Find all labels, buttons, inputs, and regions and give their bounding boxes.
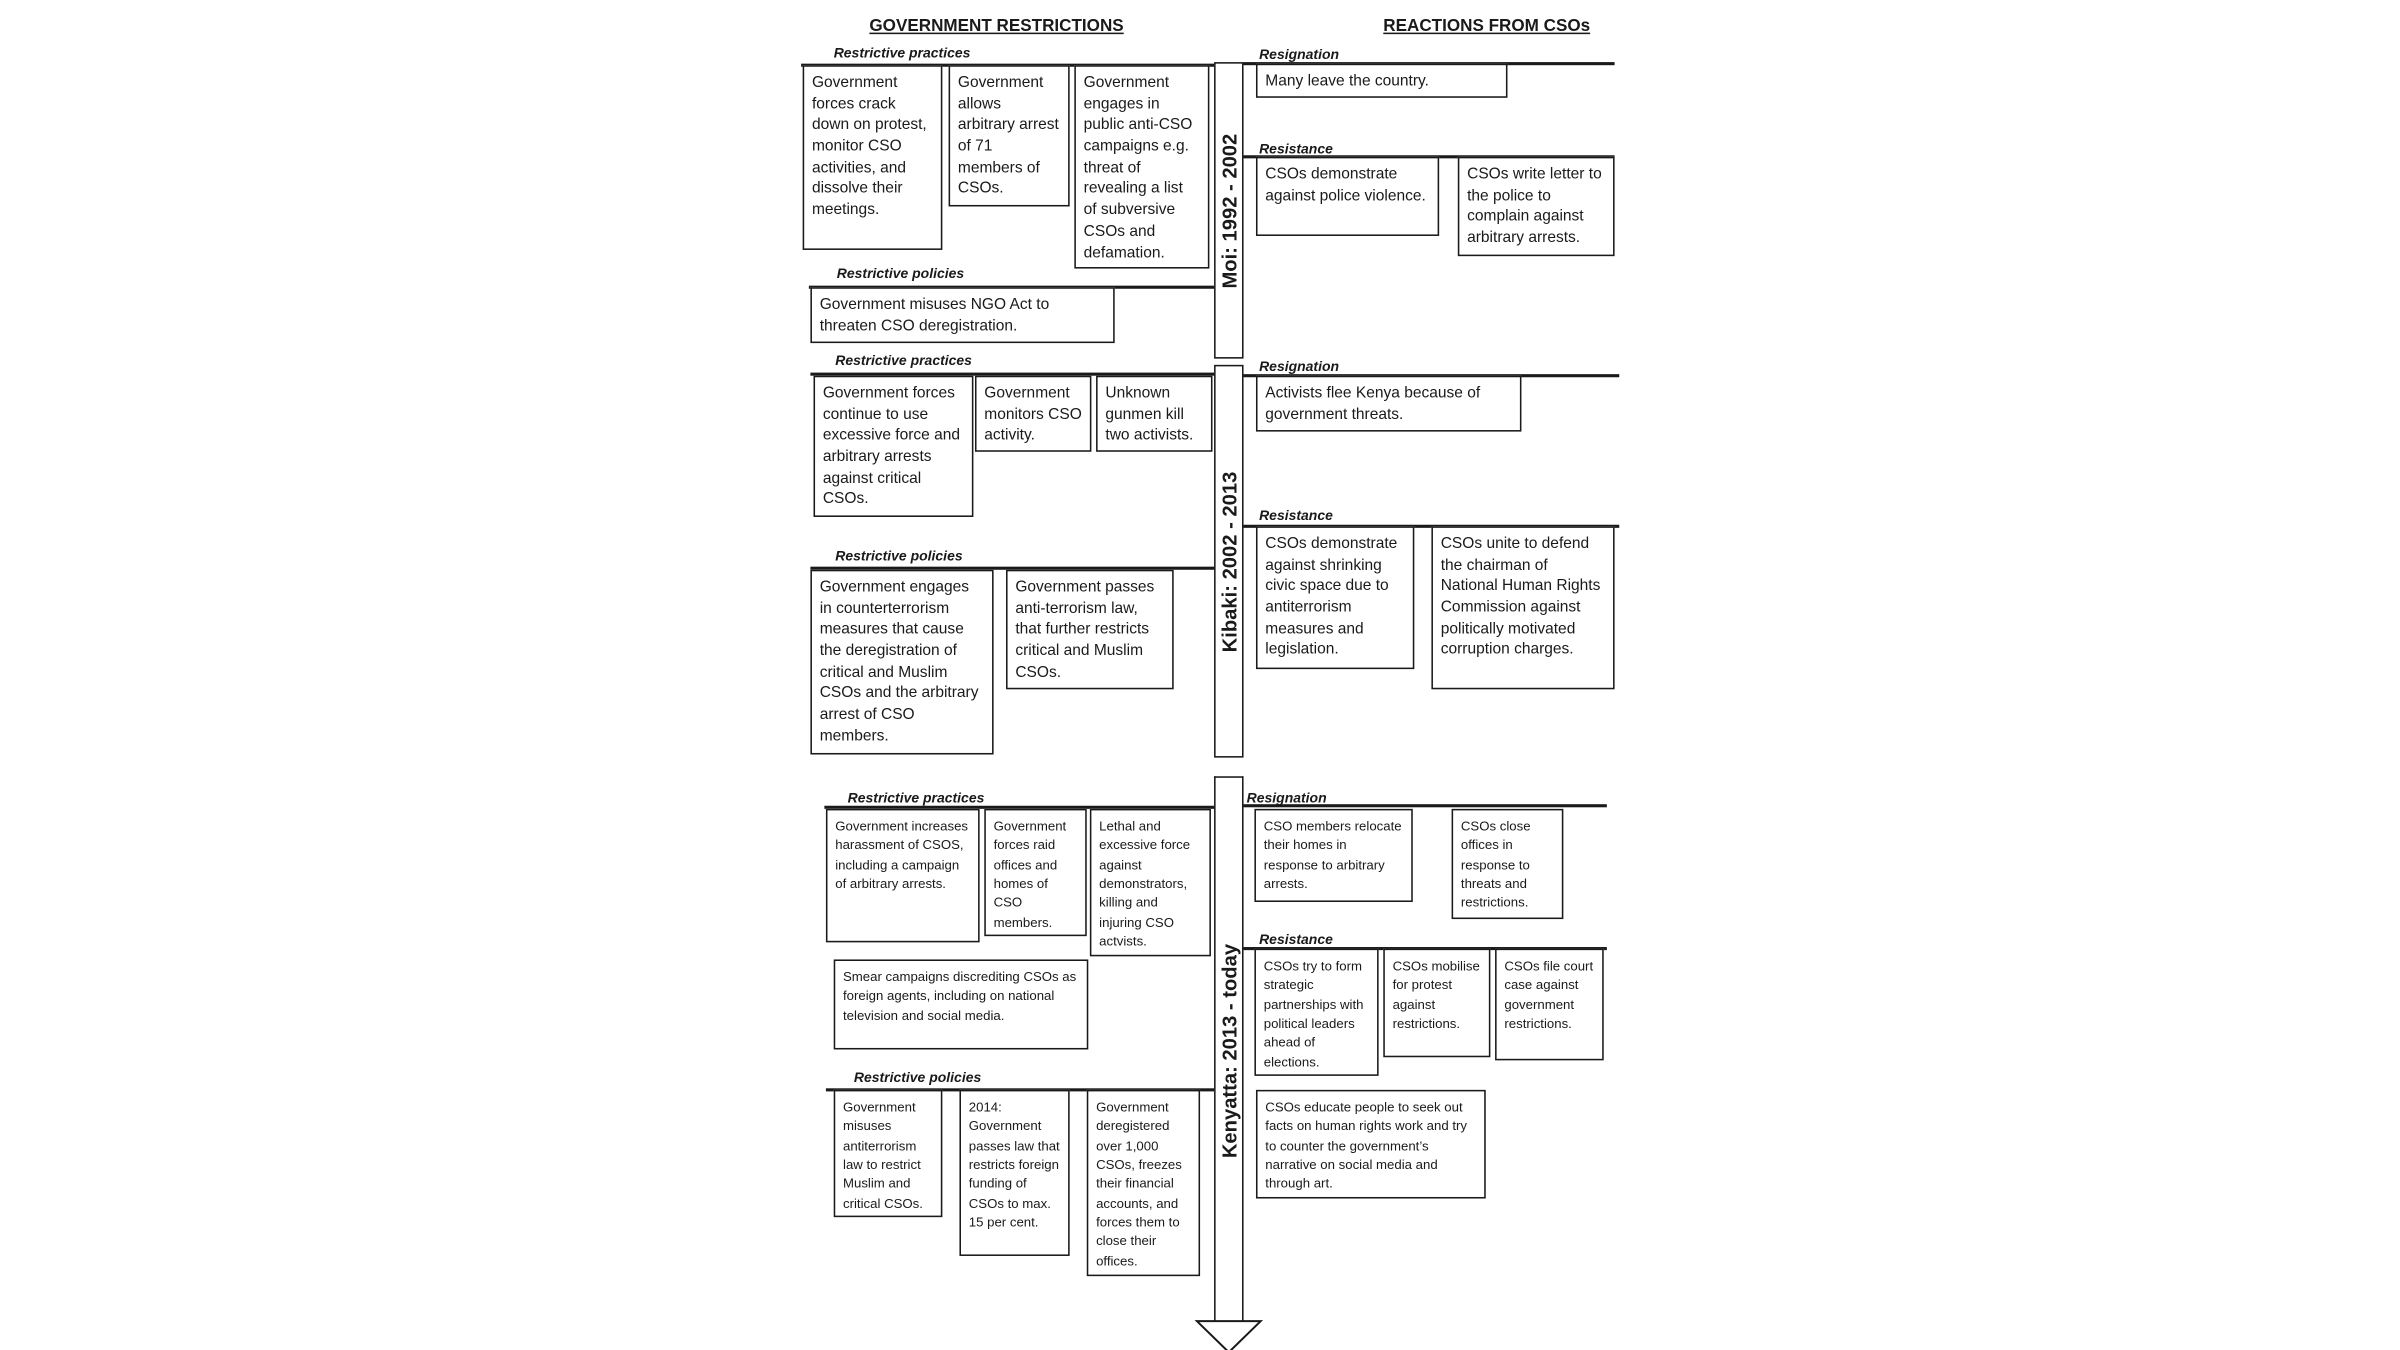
timeline-label-kibaki: Kibaki: 2002 - 2013	[1217, 470, 1241, 652]
moi-resistance-box: CSOs write letter to the police to complain against arbitrary arrests.	[1458, 157, 1615, 256]
label-resistance-kibaki: Resistance	[1259, 507, 1333, 524]
timeline-arrowhead	[1195, 1320, 1262, 1350]
label-restrictive-policies-kenyatta: Restrictive policies	[853, 1069, 982, 1086]
header-reactions-from-csos: REACTIONS FROM CSOs	[1383, 17, 1591, 36]
label-resignation-kibaki: Resignation	[1259, 358, 1340, 375]
kenyatta-resignation-box: CSOs close offices in response to threats and restrictions.	[1452, 809, 1564, 919]
kenyatta-resistance-box: CSOs educate people to seek out facts on human rights work and try to counter the government’s narrative on social media and through art.	[1256, 1090, 1486, 1199]
moi-policy-box: Government misuses NGO Act to threaten CSO deregistration.	[810, 287, 1114, 343]
label-resignation-kenyatta: Resignation	[1246, 790, 1327, 806]
label-restrictive-practices-kenyatta: Restrictive practices	[847, 790, 985, 806]
timeline-label-kenyatta: Kenyatta: 2013 - today	[1217, 943, 1241, 1158]
moi-resignation-box: Many leave the country.	[1256, 64, 1508, 98]
timeline-segment-moi	[1214, 62, 1243, 359]
kenyatta-practice-box: Government forces raid offices and homes of CSO members.	[984, 809, 1086, 936]
kibaki-policy-box: Government passes anti-terrorism law, that further restricts critical and Muslim CSOs.	[1006, 570, 1174, 690]
kenyatta-policy-box: Government misuses antiterrorism law to restrict Muslim and critical CSOs.	[834, 1090, 943, 1217]
kenyatta-resistance-box: CSOs mobilise for protest against restrictions.	[1383, 949, 1490, 1058]
moi-practice-box: Government forces crack down on protest, monitor CSO activities, and dissolve their meetings.	[803, 65, 943, 250]
kibaki-practice-box: Unknown gunmen kill two activists.	[1096, 376, 1212, 452]
kibaki-resistance-box: CSOs demonstrate against shrinking civic space due to antiterrorism measures and legislation.	[1256, 526, 1414, 669]
timeline-segment-kibaki	[1214, 365, 1243, 758]
label-restrictive-policies-kibaki: Restrictive policies	[835, 548, 963, 564]
kibaki-resignation-box: Activists flee Kenya because of government threats.	[1256, 376, 1521, 432]
kenyatta-resistance-box: CSOs try to form strategic partnerships with political leaders ahead of elections.	[1254, 949, 1378, 1076]
moi-practice-box: Government engages in public anti-CSO campaigns e.g. threat of revealing a list of subversive CSOs and defamation.	[1074, 65, 1209, 268]
timeline-label-moi: Moi: 1992 - 2002	[1217, 132, 1241, 288]
divider-line	[1244, 804, 1607, 807]
label-restrictive-policies-moi: Restrictive policies	[836, 265, 965, 282]
kenyatta-resignation-box: CSO members relocate their homes in response to arbitrary arrests.	[1254, 809, 1412, 902]
label-restrictive-practices-kibaki: Restrictive practices	[835, 352, 972, 368]
kenyatta-practice-box: Lethal and excessive force against demonstrators, killing and injuring CSO actvists.	[1090, 809, 1211, 956]
kenyatta-resistance-box: CSOs file court case against government restrictions.	[1495, 949, 1604, 1061]
kenyatta-practice-box: Government increases harassment of CSOS, including a campaign of arbitrary arrests.	[826, 809, 980, 943]
label-resistance-kenyatta: Resistance	[1259, 931, 1333, 948]
kibaki-practice-box: Government monitors CSO activity.	[975, 376, 1091, 452]
moi-practice-box: Government allows arbitrary arrest of 71 members of CSOs.	[949, 65, 1070, 206]
kibaki-practice-box: Government forces continue to use excessive force and arbitrary arrests against critical CSOs.	[814, 376, 974, 517]
kibaki-policy-box: Government engages in counterterrorism measures that cause the deregistration of critical and Muslim CSOs and the arbitrary arrest of CSO members.	[810, 570, 993, 755]
kibaki-resistance-box: CSOs unite to defend the chairman of National Human Rights Commission against politically motivated corruption charges.	[1431, 526, 1614, 689]
kenyatta-practice-box: Smear campaigns discrediting CSOs as foreign agents, including on national television and social media.	[834, 959, 1089, 1049]
label-resignation-moi: Resignation	[1259, 46, 1340, 63]
label-restrictive-practices-moi: Restrictive practices	[833, 45, 971, 61]
kenyatta-policy-box: 2014: Government passes law that restricts foreign funding of CSOs to max. 15 per cent.	[959, 1090, 1069, 1256]
timeline-segment-kenyatta	[1214, 776, 1243, 1322]
header-government-restrictions: GOVERNMENT RESTRICTIONS	[869, 17, 1124, 36]
moi-resistance-box: CSOs demonstrate against police violence.	[1256, 157, 1439, 236]
kenyatta-policy-box: Government deregistered over 1,000 CSOs, freezes their financial accounts, and forces them to close their offices.	[1087, 1090, 1200, 1276]
label-resistance-moi: Resistance	[1259, 141, 1333, 157]
